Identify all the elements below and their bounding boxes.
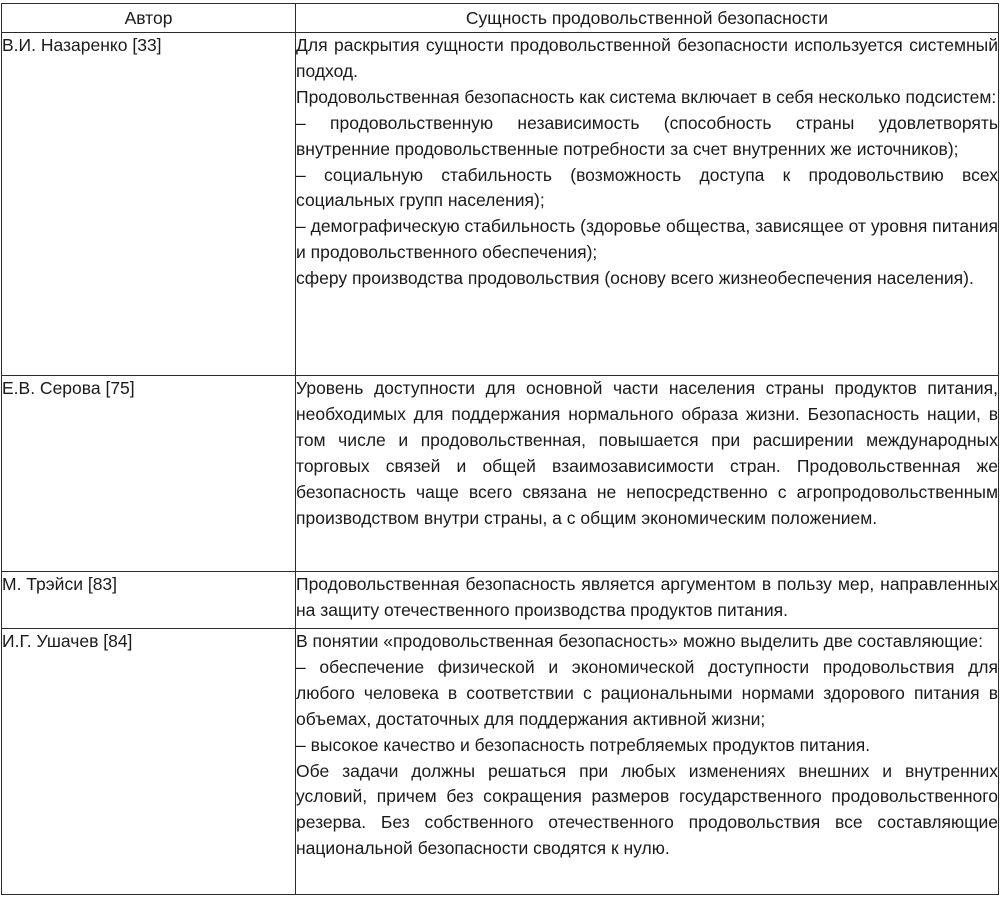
essence-list-item: – высокое качество и безопасность потребляемых продуктов питания. bbox=[296, 734, 871, 755]
essence-paragraph: Для раскрытия сущности продовольственной безопасности используется системный подход. bbox=[296, 35, 998, 81]
essence-list-item: – продовольственную независимость (способность страны удовлетворять внутренние продовольственные потребности за счет внутренних же источников); bbox=[296, 112, 998, 159]
author-cell: В.И. Назаренко [33] bbox=[2, 33, 296, 376]
essence-cell bbox=[296, 33, 999, 376]
definitions-table bbox=[1, 3, 999, 895]
essence-list-item: – социальную стабильность (возможность доступа к продовольствию всех социальных групп населения); bbox=[296, 164, 998, 211]
essence-paragraph: В понятии «продовольственная безопасность» можно выделить две составляющие: bbox=[296, 631, 984, 651]
table-body bbox=[2, 33, 999, 895]
table-row-tracy bbox=[2, 572, 999, 629]
table-row-serova bbox=[2, 376, 999, 572]
header-author: Автор bbox=[2, 4, 296, 33]
essence-paragraph: Обе задачи должны решаться при любых изменениях внешних и внутренних условий, причем без сокращения размеров государственного продовольственного резерва. Без собственного отечественного продовольствия все составляющие национальной безопасности сводятся к нулю. bbox=[296, 760, 998, 859]
essence-list-item: сферу производства продовольствия (основу всего жизнеобеспечения населения). bbox=[296, 268, 974, 289]
table-row-nazarenko bbox=[2, 33, 999, 376]
essence-paragraph: Продовольственная безопасность как система включает в себя несколько подсистем: bbox=[296, 86, 997, 107]
header-row bbox=[2, 4, 999, 33]
table-row-ushachev bbox=[2, 629, 999, 895]
essence-cell bbox=[296, 376, 999, 572]
essence-paragraph: Уровень доступности для основной части населения страны продуктов питания, необходимых для поддержания нормального образа жизни. Безопасность нации, в том числе и продовольственная, повышается при расширении международных торговых связей и общей взаимозависимости стран. Продовольственная же безопасность чаще всего связана не непосредственно с агропродовольственным производством внутри страны, а с общим экономическим положением. bbox=[296, 378, 998, 528]
author-cell: М. Трэйси [83] bbox=[2, 572, 296, 629]
essence-list-item: – обеспечение физической и экономической доступности продовольствия для любого человека в соответствии с рациональными нормами здорового питания в объемах, достаточных для поддержания активной жизни; bbox=[296, 656, 998, 729]
header-essence: Сущность продовольственной безопасности bbox=[296, 4, 999, 33]
author-cell: И.Г. Ушачев [84] bbox=[2, 629, 296, 895]
essence-cell bbox=[296, 629, 999, 895]
essence-cell bbox=[296, 572, 999, 629]
essence-list-item: – демографическую стабильность (здоровье общества, зависящее от уровня питания и продовольственного обеспечения); bbox=[296, 216, 998, 263]
table-header bbox=[2, 4, 999, 33]
essence-paragraph: Продовольственная безопасность является аргументом в пользу мер, направленных на защиту отечественного производства продуктов питания. bbox=[296, 574, 998, 620]
author-cell: Е.В. Серова [75] bbox=[2, 376, 296, 572]
